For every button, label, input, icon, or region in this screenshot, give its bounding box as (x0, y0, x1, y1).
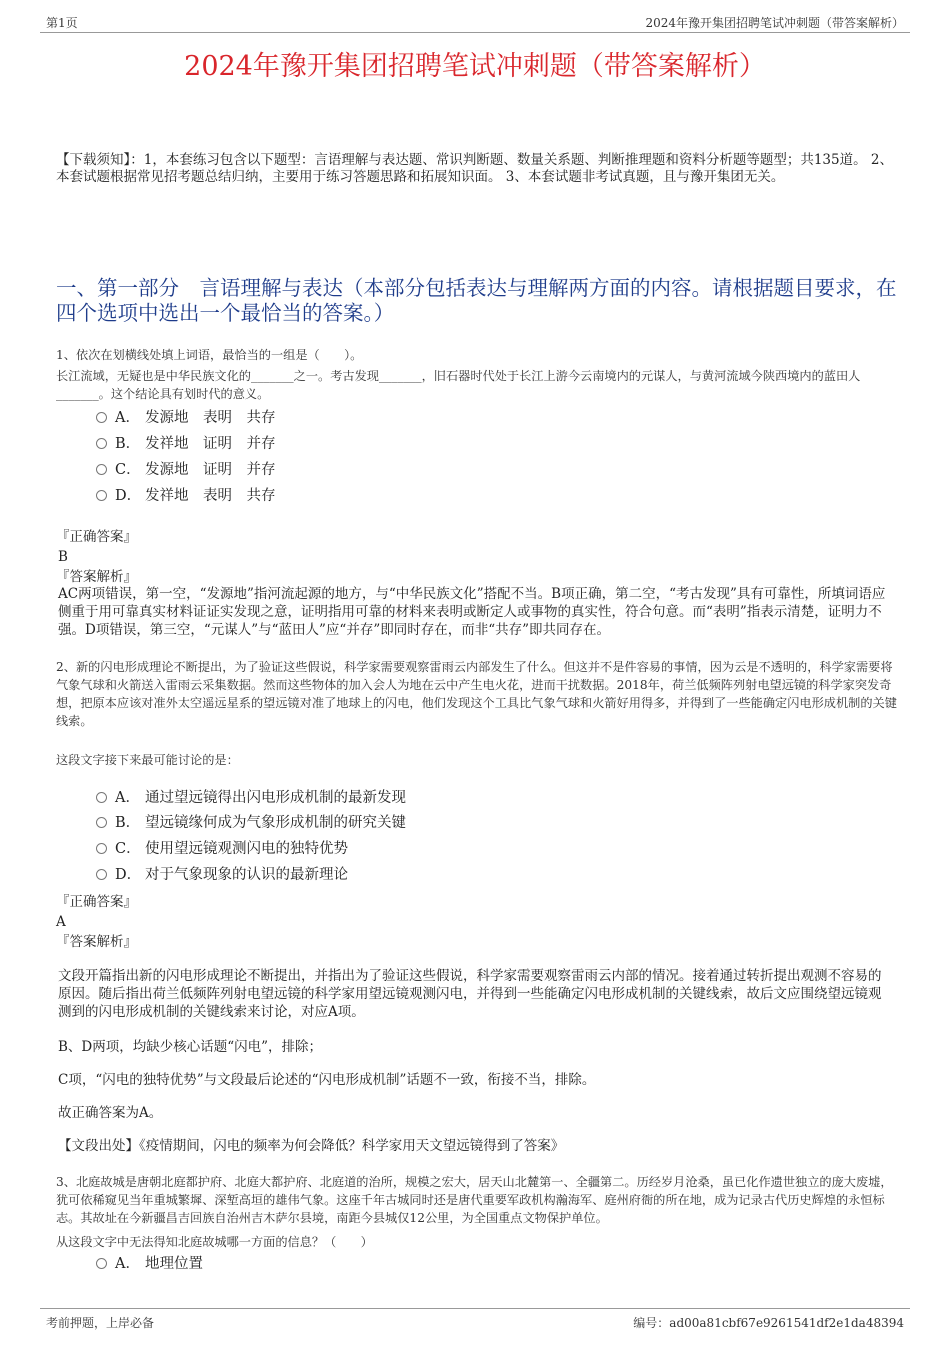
q2-option-a[interactable]: A． 通过望远镜得出闪电形成机制的最新发现 (96, 788, 406, 808)
q2-analysis-1: 文段开篇指出新的闪电形成理论不断提出，并指出为了验证这些假说，科学家需要观察雷雨云内部的情况。接着通过转折提出观测不容易的原因。随后指出荷兰低频阵列射电望远镜的科学家用望远镜观测闪电，并得到一些能确定闪电形成机制的关键线索，故后文应围绕望远镜观测到的闪电形成机制的关键线索来讨论，对应A项。 (58, 968, 882, 1020)
q1-option-c[interactable]: C． 发源地 证明 并存 (96, 460, 276, 480)
q2-analysis-4: 故正确答案为A。 (58, 1105, 163, 1121)
header-divider (40, 32, 910, 33)
q1-answer: B (58, 549, 68, 565)
page-number: 第1页 (46, 16, 78, 30)
q1-option-d[interactable]: D． 发祥地 表明 共存 (96, 486, 276, 506)
q2-option-b[interactable]: B． 望远镜缘何成为气象形成机制的研究关键 (96, 813, 406, 833)
q2-option-d[interactable]: D． 对于气象现象的认识的最新理论 (96, 865, 348, 885)
running-header-title: 2024年豫开集团招聘笔试冲刺题（带答案解析） (645, 16, 904, 30)
section-heading: 一、第一部分 言语理解与表达（本部分包括表达与理解两方面的内容。请根据题目要求，在四个选项中选出一个最恰当的答案。） (56, 276, 897, 325)
q3-passage: 3、北庭故城是唐朝北庭都护府、北庭大都护府、北庭道的治所，规模之宏大，居天山北麓第一、全疆第二。历经岁月沧桑，虽已化作遗世独立的庞大废墟，犹可依稀窥见当年重城繁墀、深堑高垣的雄伟气象。这座千年古城同时还是唐代重要军政机构瀚海军、庭州府衙的所在地，成为记录古代历史辉煌的永恒标志。其故址在今新疆昌吉回族自治州吉木萨尔县境，南距今县城仅12公里，为全国重点文物保护单位。 (56, 1175, 893, 1225)
q1-analysis: AC两项错误，第一空，“发源地”指河流起源的地方，与“中华民族文化”搭配不当。B项正确，第二空，“考古发现”具有可靠性，所填词语应侧重于用可靠真实材料证证实发现之意，证明指用可靠的材料来表明或断定人或事物的真实性，符合句意。而“表明”指表示清楚，证明力不强。D项错误，第三空，“元谋人”与“蓝田人”应“并存”即同时存在，而非“共存”即共同存在。 (58, 586, 886, 638)
radio-icon[interactable] (96, 817, 107, 828)
q2-analysis-3: C项，“闪电的独特优势”与文段最后论述的“闪电形成机制”话题不一致，衔接不当，排除。 (58, 1072, 596, 1088)
q1-analysis-label: 『答案解析』 (56, 569, 137, 585)
q2-passage: 2、新的闪电形成理论不断提出，为了验证这些假说，科学家需要观察雷雨云内部发生了什么。但这并不是件容易的事情，因为云是不透明的，科学家需要将气象气球和火箭送入雷雨云采集数据。然而这些物体的加入会人为地在云中产生电火花，进而干扰数据。2018年，荷兰低频阵列射电望远镜的科学家突发奇想，把原本应该对准外太空遥远星系的望远镜对准了地球上的闪电，他们发现这个工具比气象气球和火箭好用得多，并得到了一些能确定闪电形成机制的关键线索。 (56, 660, 897, 728)
radio-icon[interactable] (96, 792, 107, 803)
q2-answer: A (56, 914, 66, 930)
q3-stem: 从这段文字中无法得知北庭故城哪一方面的信息？（ ） (56, 1235, 373, 1249)
radio-icon[interactable] (96, 464, 107, 475)
radio-icon[interactable] (96, 412, 107, 423)
footer-doc-id: 编号：ad00a81cbf67e9261541df2e1da48394 (633, 1316, 904, 1330)
q1-option-a[interactable]: A． 发源地 表明 共存 (96, 408, 276, 428)
radio-icon[interactable] (96, 490, 107, 501)
q2-stem: 这段文字接下来最可能讨论的是： (56, 753, 239, 767)
q1-option-b[interactable]: B． 发祥地 证明 并存 (96, 434, 276, 454)
q2-source: 【文段出处】《疫情期间，闪电的频率为何会降低？科学家用天文望远镜得到了答案》 (58, 1138, 565, 1154)
footer-divider (40, 1308, 910, 1309)
q2-analysis-2: B、D两项，均缺少核心话题“闪电”，排除； (58, 1039, 323, 1055)
footer-slogan: 考前押题，上岸必备 (46, 1316, 155, 1330)
radio-icon[interactable] (96, 869, 107, 880)
q3-option-a[interactable]: A． 地理位置 (96, 1254, 203, 1274)
page-title: 2024年豫开集团招聘笔试冲刺题（带答案解析） (184, 51, 766, 82)
radio-icon[interactable] (96, 438, 107, 449)
q1-stem: 1、依次在划横线处填上词语，最恰当的一组是（ ）。 (56, 348, 363, 362)
q2-option-c[interactable]: C． 使用望远镜观测闪电的独特优势 (96, 839, 348, 859)
radio-icon[interactable] (96, 1258, 107, 1269)
download-notice: 【下载须知】：1，本套练习包含以下题型：言语理解与表达题、常识判断题、数量关系题、判断推理题和资料分析题等题型；共135道。 2、本套试题根据常见招考题总结归纳，主要用于练习答题思路和拓展知识面。 3、本套试题非考试真题，且与豫开集团无关。 (56, 152, 893, 185)
q1-answer-label: 『正确答案』 (56, 529, 137, 545)
q2-answer-label: 『正确答案』 (56, 894, 137, 910)
radio-icon[interactable] (96, 843, 107, 854)
q1-passage: 长江流域，无疑也是中华民族文化的_______之一。考古发现_______，旧石器时代处于长江上游今云南境内的元谋人，与黄河流域今陕西境内的蓝田人_______。这个结论具有划时代的意义。 (56, 369, 861, 401)
q2-analysis-label: 『答案解析』 (56, 934, 137, 950)
